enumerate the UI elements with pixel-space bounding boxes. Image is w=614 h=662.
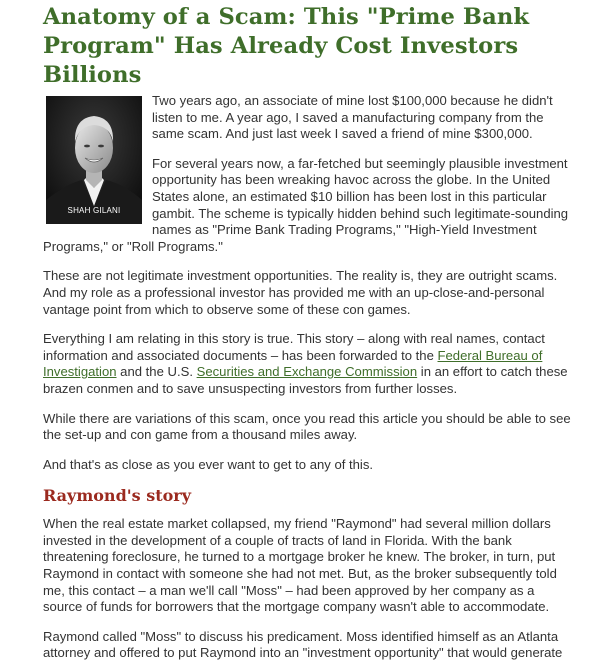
sources-paragraph (43, 331, 571, 397)
body-paragraph-1: While there are variations of this scam, once you read this article you should be able to see the set-up and con game from a thousand miles away. (43, 410, 571, 443)
sources-text-before: Everything I am relating in this story is true. This story – along with real names, contact information and associated documents – has been forwarded to the (43, 331, 545, 363)
section-heading: Raymond's story (43, 486, 192, 506)
section-paragraph-1: When the real estate market collapsed, my friend "Raymond" had several million dollars invested in the development of a couple of tracts of land in Florida. With the bank threatening foreclosure, he turned to a mortgage broker he knew. The broker, in turn, put Raymond in contact with someone she had not met. But, as the broker subsequently told me, this contact – a man we'll call "Moss" – had been approved by her company as a source of funds for borrowers that the mortgage company wasn't able to accommodate. (43, 516, 557, 615)
sources-text-after: in an effort to catch these brazen conmen and to save unsuspecting investors from further losses. (43, 364, 568, 396)
article-title: Anatomy of a Scam: This "Prime Bank Program" Has Already Cost Investors Billions (43, 4, 530, 88)
article-body (43, 93, 571, 662)
intro-paragraph-3: These are not legitimate investment opportunities. The reality is, they are outright scams. And my role as a professional investor has provided me with an up-close-and-personal vantage point from which to observe some of these con games. (43, 268, 558, 317)
section-paragraph-2: Raymond called "Moss" to discuss his predicament. Moss identified himself as an Atlanta attorney and offered to put Raymond into an "investment opportunity" that would generate (43, 628, 563, 661)
author-photo (46, 96, 142, 224)
author-photo-caption: SHAH GILANI (67, 206, 121, 216)
fbi-link[interactable]: Federal Bureau of Investigation (43, 347, 543, 380)
intro-paragraph-2: For several years now, a far-fetched but seemingly plausible investment opportunity has been wreaking havoc across the globe. In the United States alone, an estimated $10 billion has been lost in this particular gambit. The scheme is typically hidden behind such legitimate-sounding names as "Prime Bank Trading Programs," "High-Yield Investment Programs," or "Roll Programs." (43, 155, 569, 254)
sources-text-middle: and the U.S. (116, 364, 197, 380)
sec-link[interactable]: Securities and Exchange Commission (196, 364, 418, 380)
intro-paragraph-1: Two years ago, an associate of mine lost $100,000 because he didn't listen to me. A year ago, I saved a manufacturing company from the same scam. And just last week I saved a friend of mine $300,000. (152, 93, 553, 142)
body-paragraph-2: And that's as close as you ever want to get to any of this. (43, 456, 374, 472)
